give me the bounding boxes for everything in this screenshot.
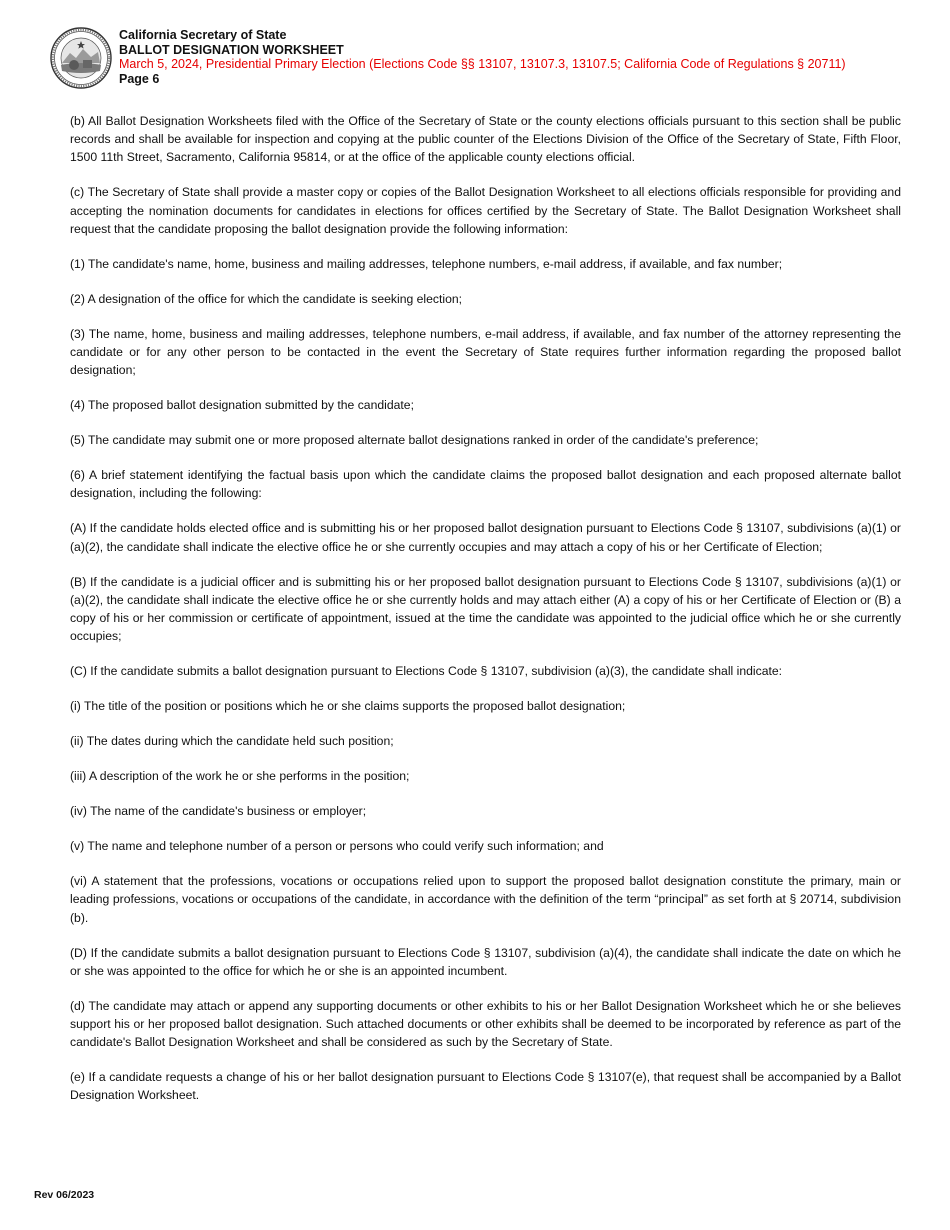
paragraph-c-6-d: (D) If the candidate submits a ballot designation pursuant to Elections Code § 13107, subdivision (a)(4), the candidate shall indicate the date on which he or she was appointed to the office for which he or she is an appointed incumbent. — [70, 945, 901, 978]
paragraph-d: (d) The candidate may attach or append any supporting documents or other exhibits to his or her Ballot Designation Worksheet which he or she believes support his or her proposed ballot designation. Such attached documents or other exhibits shall be deemed to be incorporated by reference as part of the candidate's Ballot Designation Worksheet and shall be considered as such by the Secretary of State. — [70, 998, 901, 1050]
paragraph-c-1: (1) The candidate's name, home, business and mailing addresses, telephone numbers, e-mail address, if available, and fax number; — [70, 256, 783, 271]
paragraph-c-6-b: (B) If the candidate is a judicial officer and is submitting his or her proposed ballot designation pursuant to Elections Code § 13107, subdivisions (a)(1) or (a)(2), the candidate shall indicate the elective office he or she currently holds and may attach either (A) a copy of his or her Certificate of Election or (B) a copy of his or her commission or certificate of appointment, issued at the time the candidate was appointed to the judicial office which he or she currently occupies; — [70, 574, 901, 644]
paragraph-c-5: (5) The candidate may submit one or more proposed alternate ballot designations ranked in order of the candidate's preference; — [70, 433, 759, 448]
paragraph-c-3: (3) The name, home, business and mailing addresses, telephone numbers, e-mail address, if available, and fax number of the attorney representing the candidate or for any other person to be contacted in the event the Secretary of State requires further information regarding the proposed ballot designation; — [70, 326, 901, 378]
paragraph-c-6: (6) A brief statement identifying the factual basis upon which the candidate claims the proposed ballot designation and each proposed alternate ballot designation, including the following: — [70, 468, 901, 501]
agency-name: California Secretary of State — [119, 28, 287, 42]
paragraph-c-6-c-v: (v) The name and telephone number of a person or persons who could verify such information; and — [70, 839, 604, 854]
paragraph-c: (c) The Secretary of State shall provide a master copy or copies of the Ballot Designation Worksheet to all elections officials responsible for providing and accepting the nomination documents for candidates in elections for offices certified by the Secretary of State. The Ballot Designation Worksheet shall request that the candidate proposing the ballot designation provide the following information: — [70, 185, 901, 236]
paragraph-c-6-c-i: (i) The title of the position or positions which he or she claims supports the proposed ballot designation; — [70, 699, 626, 714]
paragraph-c-4: (4) The proposed ballot designation submitted by the candidate; — [70, 398, 414, 413]
paragraph-c-6-c-vi: (vi) A statement that the professions, vocations or occupations relied upon to support the proposed ballot designation constitute the primary, main or leading professions, vocations or occupations of the candidate, in accordance with the definition of the term “principal” as set forth at § 20714, subdivision (b). — [70, 874, 901, 925]
paragraph-c-2: (2) A designation of the office for which the candidate is seeking election; — [70, 291, 463, 306]
paragraph-b: (b) All Ballot Designation Worksheets filed with the Office of the Secretary of State or the county elections officials pursuant to this section shall be public records and shall be available for inspection and copying at the public counter of the Elections Division of the Office of the Secretary of State, Fifth Floor, 1500 11th Street, Sacramento, California 95814, or at the office of the applicable county elections official. — [70, 114, 901, 165]
paragraph-c-6-c-ii: (ii) The dates during which the candidate held such position; — [70, 734, 394, 749]
form-title: BALLOT DESIGNATION WORKSHEET — [119, 42, 344, 57]
paragraph-c-6-a: (A) If the candidate holds elected office and is submitting his or her proposed ballot designation pursuant to Elections Code § 13107, subdivisions (a)(1) or (a)(2), the candidate shall indicate the elective office he or she currently occupies and may attach a copy of his or her Certificate of Election; — [70, 521, 901, 554]
document-body — [70, 112, 901, 1121]
revision-footer: Rev 06/2023 — [34, 1189, 95, 1201]
paragraph-c-6-c-iv: (iv) The name of the candidate's business or employer; — [70, 804, 367, 819]
state-seal-logo — [50, 27, 112, 89]
paragraph-c-6-c-iii: (iii) A description of the work he or she performs in the position; — [70, 769, 410, 784]
paragraph-e: (e) If a candidate requests a change of his or her ballot designation pursuant to Elections Code § 13107(e), that request shall be accompanied by a Ballot Designation Worksheet. — [70, 1070, 901, 1103]
document-header — [119, 28, 846, 86]
paragraph-c-6-c: (C) If the candidate submits a ballot designation pursuant to Elections Code § 13107, subdivision (a)(3), the candidate shall indicate: — [70, 664, 783, 679]
page-number: Page 6 — [119, 71, 160, 86]
election-line: March 5, 2024, Presidential Primary Election (Elections Code §§ 13107, 13107.3, 13107.5; California Code of Regulations § 20711) — [119, 57, 846, 72]
